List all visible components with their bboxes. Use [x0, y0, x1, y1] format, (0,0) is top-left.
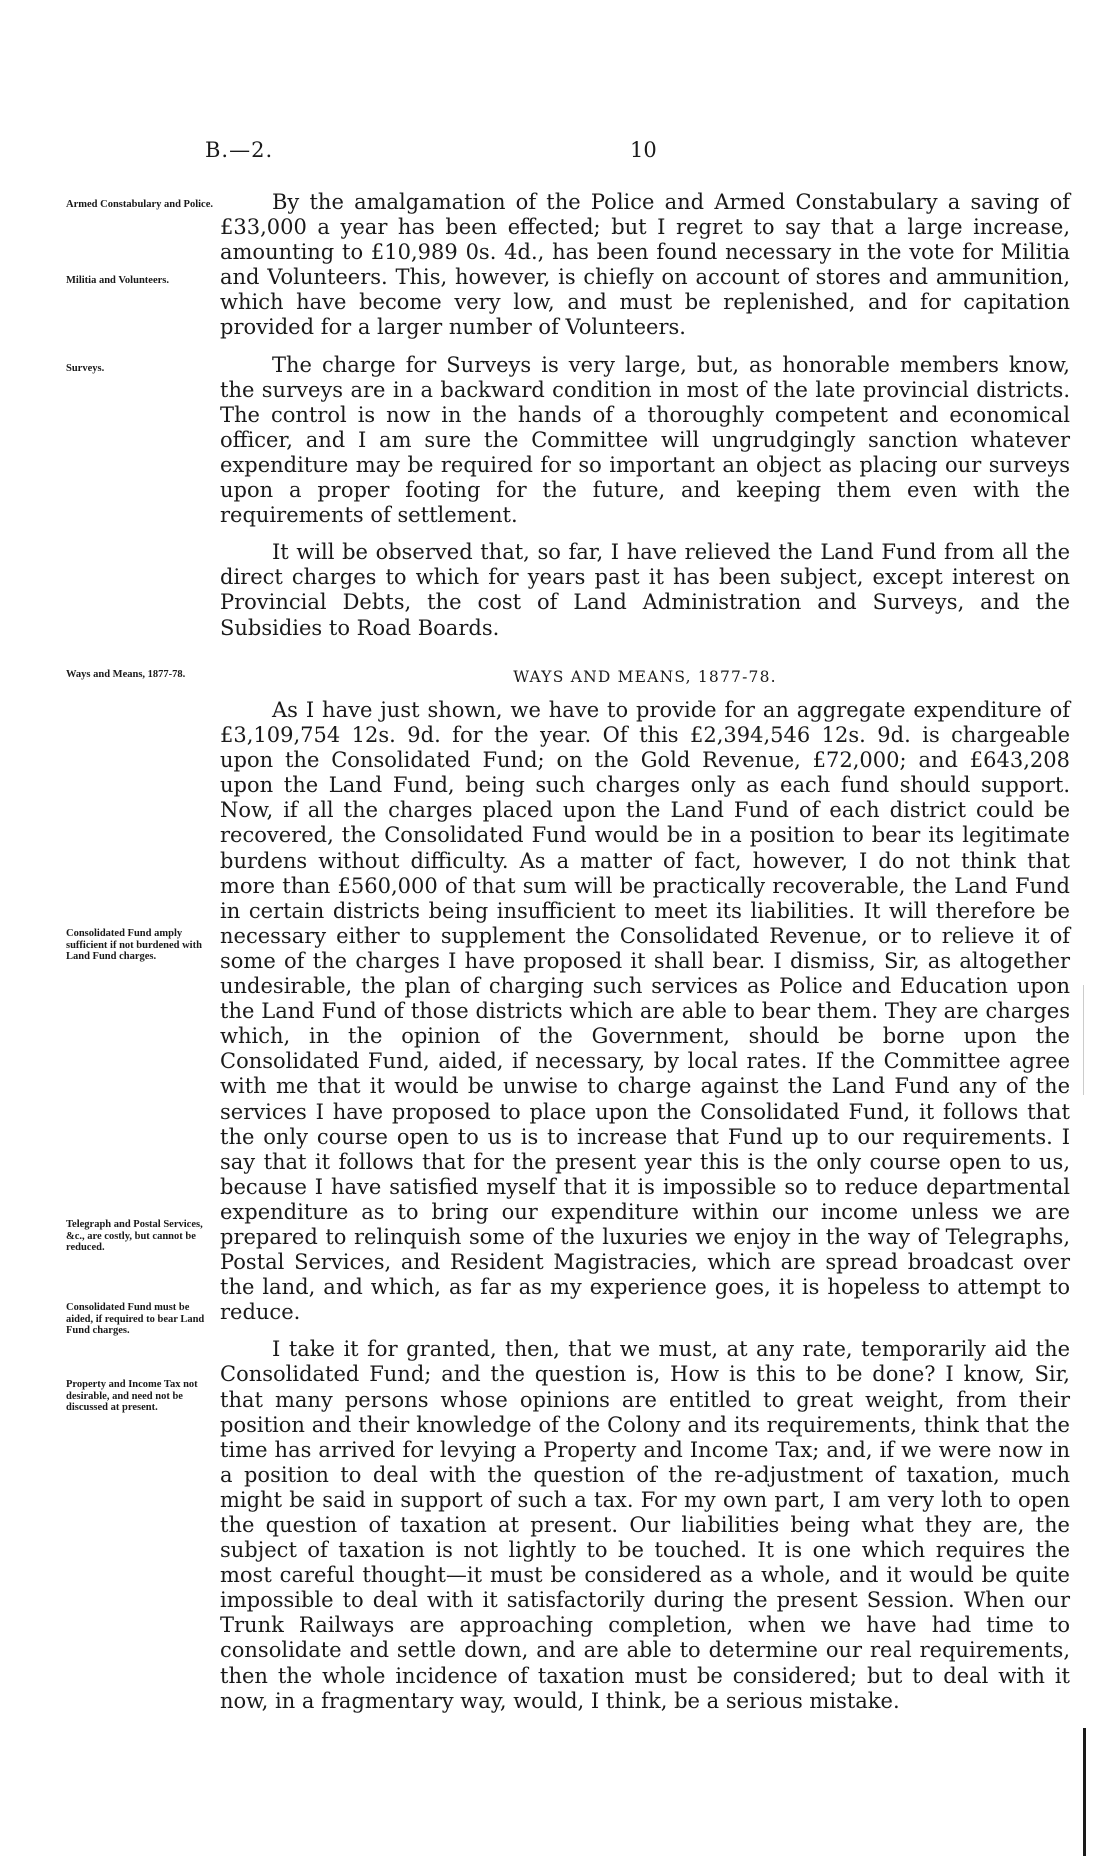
margin-note-consolidated-fund-aided: Consolidated Fund must be aided, if required to bear Land Fund charges.: [66, 1302, 205, 1336]
paragraph-aggregate-expenditure: As I have just shown, we have to provide for an aggregate expenditure of £3,109,754 12s. 9d. for the year. Of this £2,394,546 12s. 9d. is chargeable upon the Consolidated Fund; on the Gold Revenue, £72,000; and £643,208 upon the Land Fund, being such charges only as each fund should support. Now, if all the charges placed upon the Land Fund of each district could be recovered, the Consolidated Fund would be in a position to bear its legitimate burdens without difficulty. As a matter of fact, however, I do not think that more than £560,000 of that sum will be practically recoverable, the Land Fund in certain districts being insufficient to meet its liabilities. It will therefore be necessary either to supplement the Consolidated Revenue, or to relieve it of some of the charges I have proposed it shall bear. I dismiss, Sir, as altogether undesirable, the plan of charging such services as Police and Education upon the Land Fund of those districts which are able to bear them. They are charges which, in the opinion of the Government, should be borne upon the Consolidated Fund, aided, if necessary, by local rates. If the Committee agree with me that it would be unwise to charge against the Land Fund any of the services I have proposed to place upon the Consolidated Fund, it follows that the only course open to us is to increase that Fund up to our requirements. I say that it follows that for the present year this is the only course open to us, because I have satisfied myself that it is impossible so to reduce departmental expenditure as to bring our expenditure within our income unless we are prepared to relinquish some of the luxuries we enjoy in the way of Telegraphs, Postal Services, and Resident Magistracies, which are spread broadcast over the land, and which, as far as my experience goes, it is hopeless to attempt to reduce.: [220, 698, 1070, 1325]
margin-note-surveys: Surveys.: [66, 363, 105, 374]
section-heading: WAYS AND MEANS, 1877-78.: [513, 668, 777, 686]
margin-note-militia: Militia and Volunteers.: [66, 275, 169, 286]
paragraph-property-income-tax: I take it for granted, then, that we must, at any rate, temporarily aid the Consolidated Fund; and the question is, How is this to be done? I know, Sir, that many persons whose opinions are entitled to great weight, from their position and their knowledge of the Colony and its requirements, think that the time has arrived for levying a Property and Income Tax; and, if we were now in a position to deal with the question of the re-adjustment of taxation, much might be said in support of such a tax. For my own part, I am very loth to open the question of taxation at present. Our liabilities being what they are, the subject of taxation is not lightly to be touched. It is one which requires the most careful thought—it must be considered as a whole, and it would be quite impossible to deal with it satisfactorily during the present Session. When our Trunk Railways are approaching completion, when we have had time to consolidate and settle down, and are able to determine our real requirements, then the whole incidence of taxation must be considered; but to deal with it now, in a fragmentary way, would, I think, be a serious mistake.: [220, 1337, 1070, 1713]
margin-note-property-income-tax: Property and Income Tax not desirable, and need not be discussed at present.: [66, 1379, 198, 1413]
margin-rule-faint: [1083, 985, 1084, 1095]
page-number: 10: [630, 138, 657, 162]
margin-note-consolidated-fund-sufficient: Consolidated Fund amply sufficient if not burdened with Land Fund charges.: [66, 928, 202, 962]
page-reference: B.—2.: [205, 138, 274, 162]
paragraph-surveys: The charge for Surveys is very large, but, as honorable members know, the surveys are in a backward condition in most of the late provincial districts. The control is now in the hands of a thoroughly competent and economical officer, and I am sure the Committee will ungrudgingly sanction whatever expenditure may be required for so important an object as placing our surveys upon a proper footing for the future, and keeping them even with the requirements of settlement.: [220, 352, 1070, 528]
margin-rule: [1083, 1728, 1086, 1856]
body-block-1: [220, 190, 1070, 641]
paragraph-amalgamation: By the amalgamation of the Police and Armed Constabulary a saving of £33,000 a year has been effected; but I regret to say that a large increase, amounting to £10,989 0s. 4d., has been found necessary in the vote for Militia and Volunteers. This, however, is chiefly on account of stores and ammunition, which have become very low, and must be replenished, and for capitation provided for a larger number of Volunteers.: [220, 190, 1070, 340]
paragraph-land-fund-relief: It will be observed that, so far, I have relieved the Land Fund from all the direct charges to which for years past it has been subject, except interest on Provincial Debts, the cost of Land Administration and Surveys, and the Subsidies to Road Boards.: [220, 540, 1070, 640]
margin-note-armed-constabulary: Armed Constabulary and Police.: [66, 199, 213, 210]
body-block-2: [220, 698, 1070, 1714]
margin-note-telegraph-postal: Telegraph and Postal Services, &c., are costly, but cannot be reduced.: [66, 1219, 203, 1253]
margin-note-ways-and-means: Ways and Means, 1877-78.: [66, 669, 186, 680]
